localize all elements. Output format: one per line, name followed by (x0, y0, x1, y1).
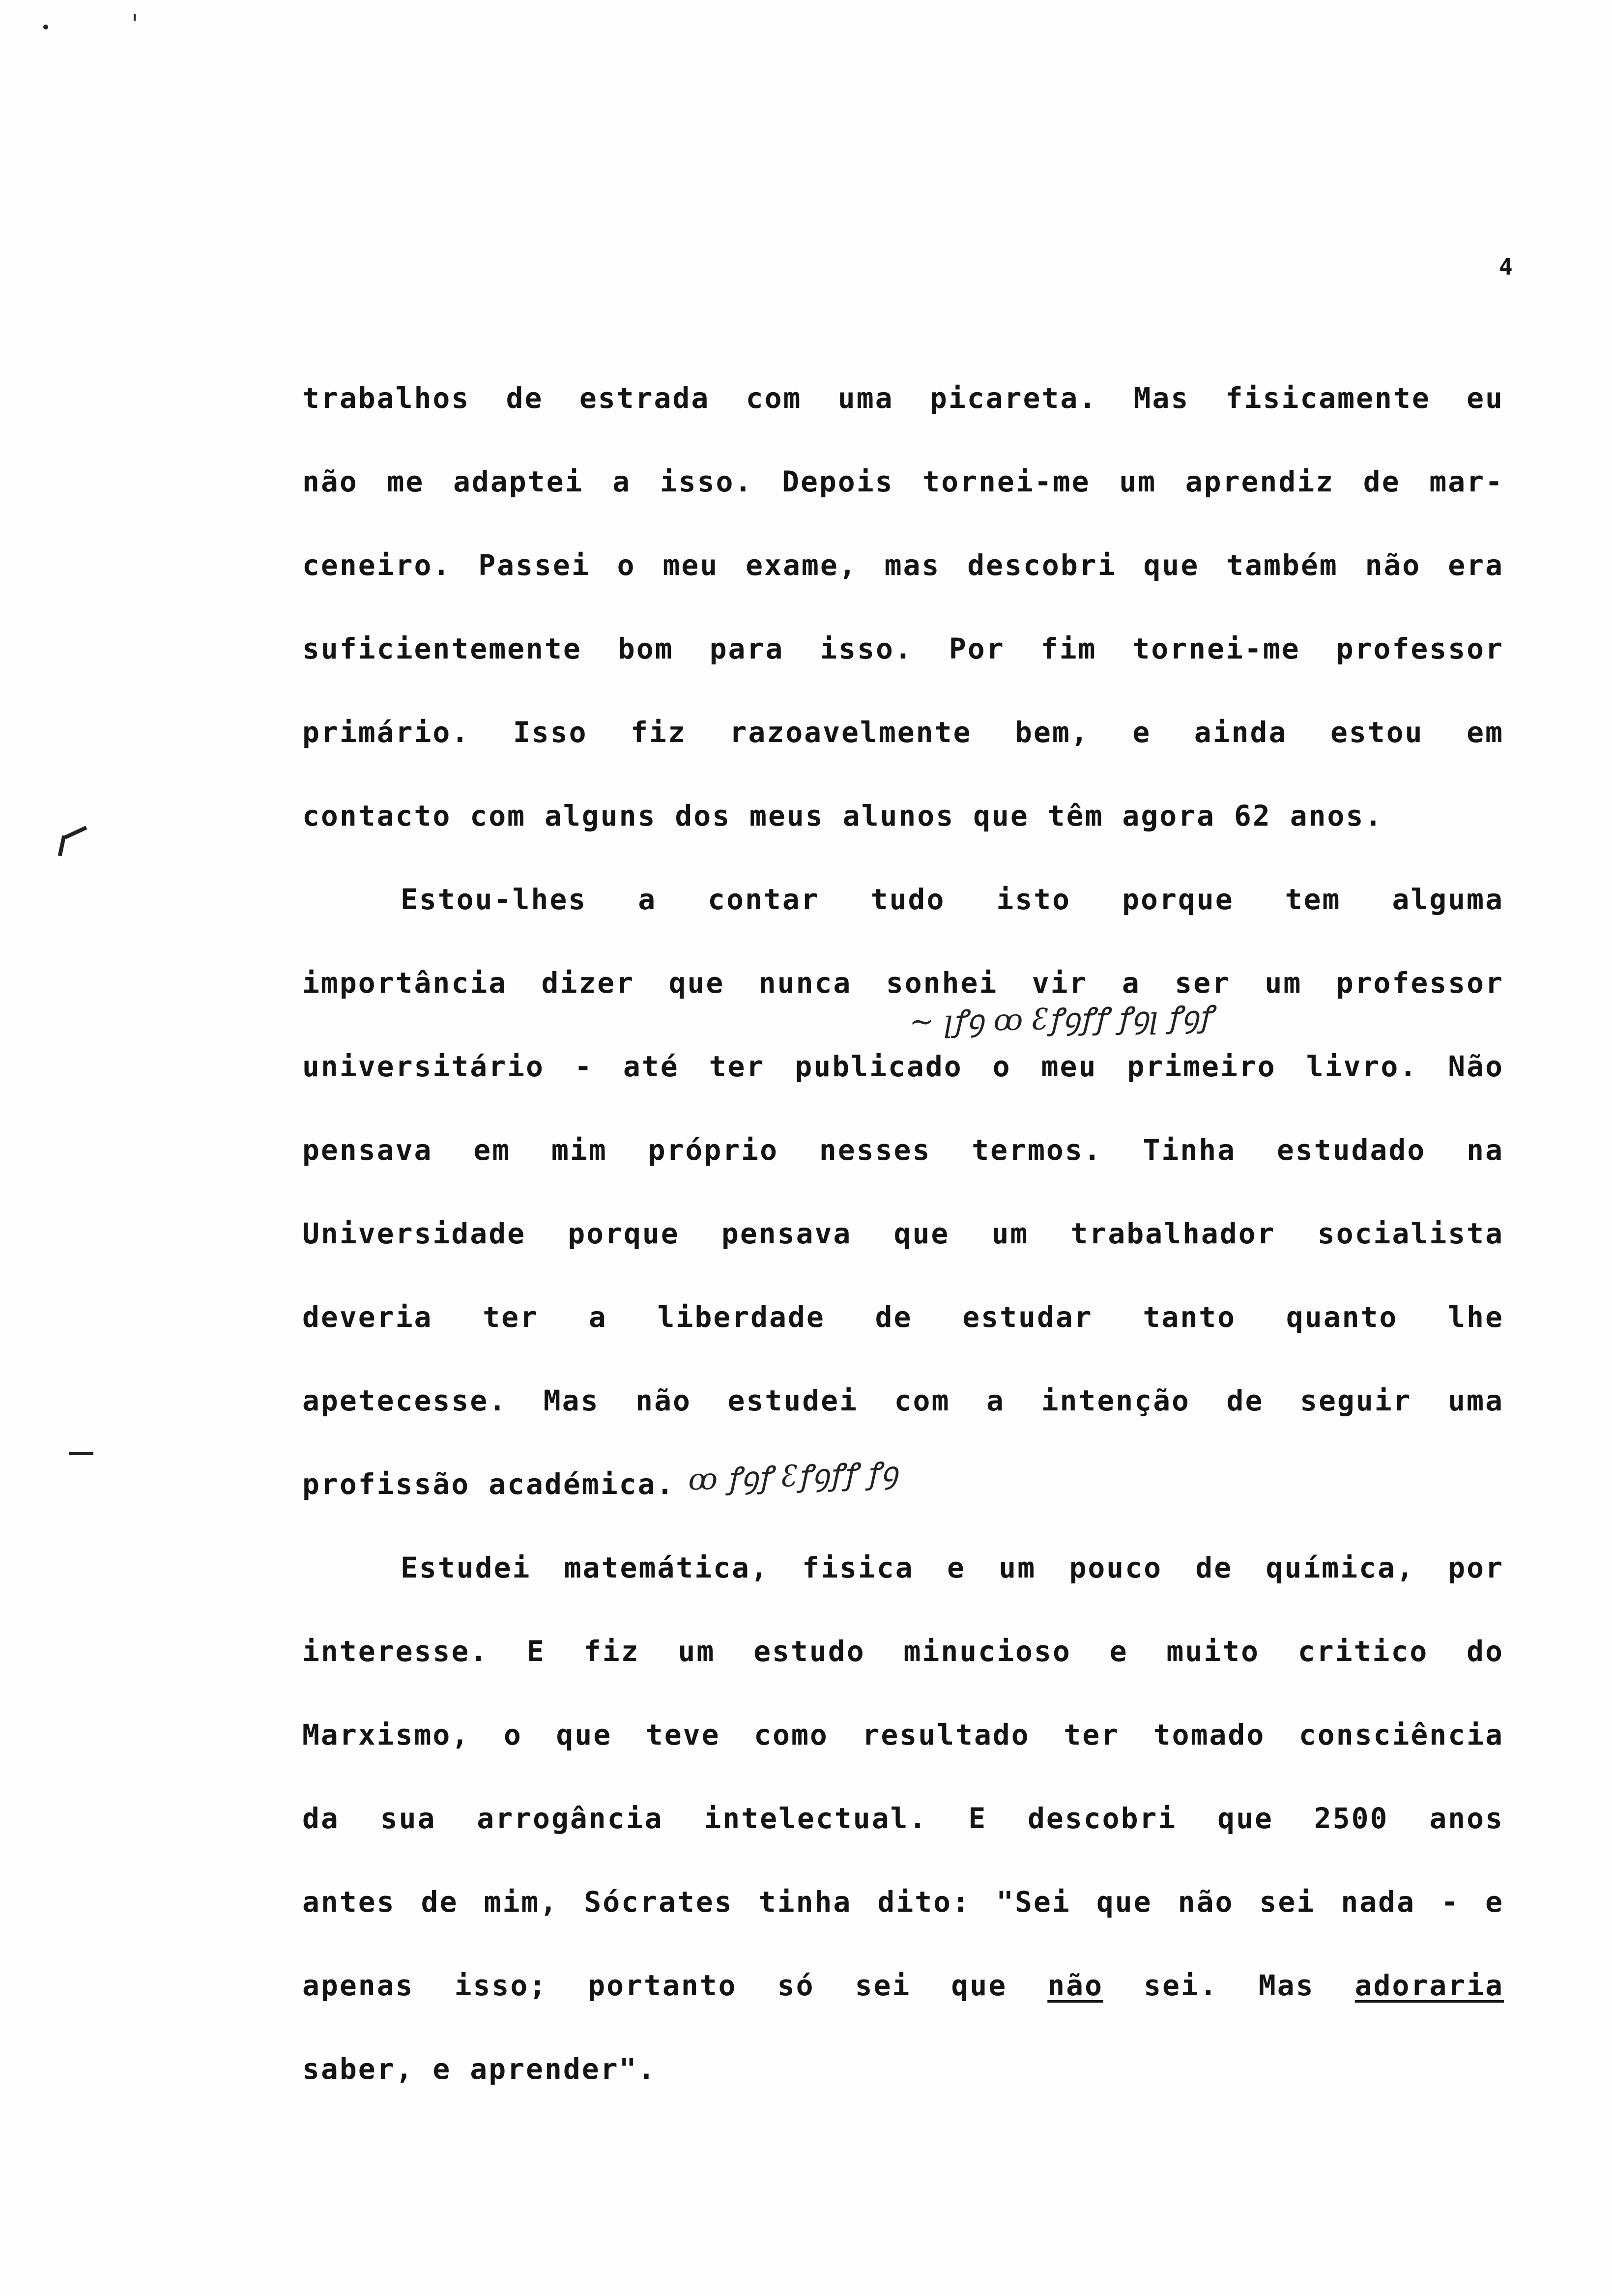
text-line: primário. Isso fiz razoavelmente bem, e ainda estou em (302, 716, 1504, 749)
handwritten-annotation-2: ꝏ ꝭꝯꝭ ꜫꝭꝯꝭꝭ ꝭꝯ (688, 1455, 899, 1497)
text-line: universitário - até ter publicado o meu primeiro livro. Não (302, 1050, 1504, 1083)
text-line: suficientemente bom para isso. Por fim tornei-me professor (302, 632, 1504, 665)
text-line: ceneiro. Passei o meu exame, mas descobri que também não era (302, 548, 1504, 582)
text-line: Estou-lhes a contar tudo isto porque tem alguma (401, 883, 1504, 916)
speck-mark (134, 14, 136, 21)
page-number: 4 (1499, 254, 1513, 280)
speck-mark (43, 25, 48, 29)
text-line: Marxismo, o que teve como resultado ter tomado consciência (302, 1718, 1504, 1751)
text-fragment: apenas isso; portanto só sei que (302, 1969, 1008, 2002)
text-line: interesse. E fiz um estudo minucioso e muito critico do (302, 1635, 1504, 1668)
text-line: importância dizer que nunca sonhei vir a ser um professor (302, 966, 1504, 1000)
text-line: deveria ter a liberdade de estudar tanto quanto lhe (302, 1300, 1504, 1334)
underlined-word: não (1047, 1969, 1103, 2002)
text-line: profissão académica. (302, 1467, 675, 1501)
text-fragment: sei. Mas (1144, 1969, 1315, 2002)
margin-mark (69, 1452, 93, 1455)
text-line: Universidade porque pensava que um trabalhador socialista (302, 1217, 1504, 1250)
text-line: pensava em mim próprio nesses termos. Tinha estudado na (302, 1133, 1504, 1167)
text-line-with-underline (302, 1968, 1504, 2003)
text-line: não me adaptei a isso. Depois tornei-me um aprendiz de mar- (302, 465, 1504, 498)
text-line: da sua arrogância intelectual. E descobri que 2500 anos (302, 1802, 1504, 1835)
margin-mark (58, 835, 66, 857)
text-line: trabalhos de estrada com uma picareta. Mas fisicamente eu (302, 381, 1504, 415)
text-line: apetecesse. Mas não estudei com a intenção de seguir uma (302, 1384, 1504, 1417)
text-line: contacto com alguns dos meus alunos que têm agora 62 anos. (302, 799, 1383, 832)
text-line: Estudei matemática, fisica e um pouco de química, por (401, 1551, 1504, 1584)
text-line: antes de mim, Sócrates tinha dito: "Sei que não sei nada - e (302, 1885, 1504, 1919)
handwritten-annotation-1: ~ ꞁꝭꝯ ꝏ ꜫꝭꝯꝭꝭ ꝭꝯꞁ ꝭꝯꝭ (909, 999, 1213, 1039)
margin-mark (64, 826, 87, 839)
underlined-word: adoraria (1354, 1969, 1504, 2002)
text-line: saber, e aprender". (302, 2052, 657, 2086)
